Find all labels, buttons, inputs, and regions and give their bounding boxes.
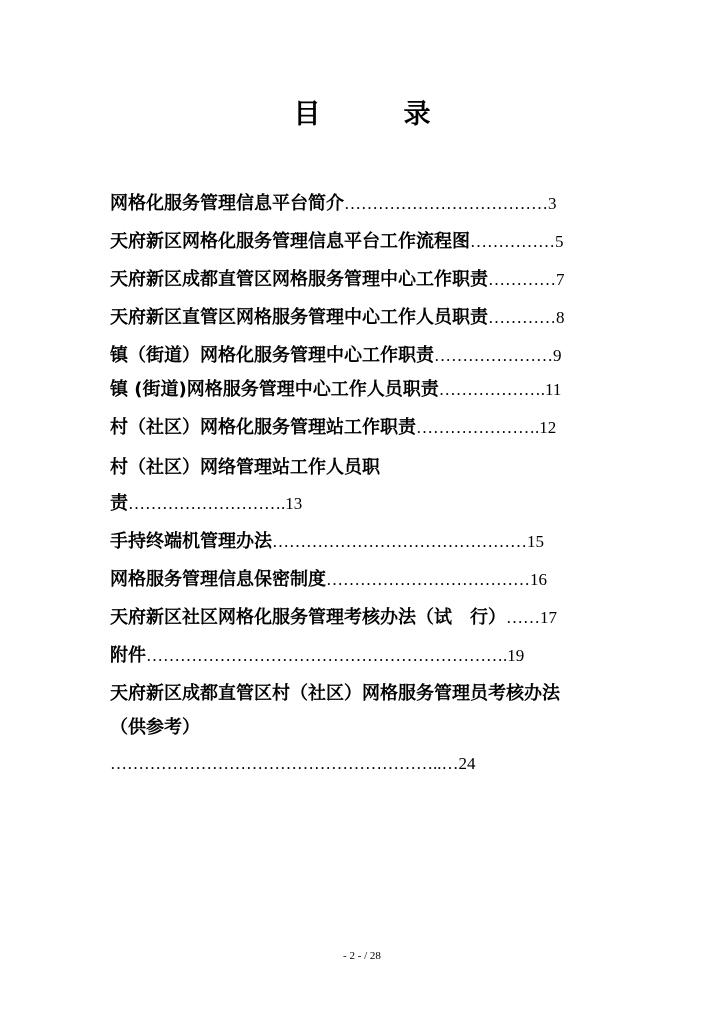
toc-entry-page-number: 24 bbox=[458, 754, 476, 773]
toc-entry-title: 天府新区网格化服务管理信息平台工作流程图 bbox=[110, 231, 470, 252]
toc-entry[interactable] bbox=[110, 568, 610, 592]
toc-entry-leader-dots: ………… bbox=[488, 308, 556, 327]
toc-entry-title: 镇（街道）网格化服务管理中心工作职责 bbox=[110, 345, 434, 366]
toc-entry-page-number: 3 bbox=[548, 194, 557, 213]
toc-entry[interactable] bbox=[110, 268, 610, 292]
toc-entry[interactable] bbox=[110, 378, 610, 402]
toc-title: 目 录 bbox=[293, 99, 459, 130]
toc-entry-leader-dots: ………………………………………………………. bbox=[146, 646, 508, 665]
toc-entry-title: 天府新区社区网格化服务管理考核办法（试 行） bbox=[110, 607, 506, 628]
toc-entry-leader-dots: …………………………………………………..… bbox=[110, 754, 459, 773]
toc-entry-page-number: 15 bbox=[527, 532, 544, 551]
toc-entry-page-number: 17 bbox=[540, 608, 557, 627]
toc-entry[interactable] bbox=[110, 230, 610, 254]
toc-entry-title: 附件 bbox=[110, 645, 146, 666]
toc-entry-leader-dots: …………………. bbox=[416, 418, 540, 437]
toc-entry-leader-dots: ……………………………… bbox=[326, 570, 530, 589]
toc-entry-title: （供参考） bbox=[110, 717, 200, 738]
toc-entry-leader-dots: …………… bbox=[470, 232, 555, 251]
toc-entry[interactable] bbox=[110, 682, 610, 706]
toc-entry[interactable] bbox=[110, 306, 610, 330]
toc-entry[interactable] bbox=[110, 456, 610, 480]
toc-entry-leader-dots: ……………………………………… bbox=[272, 532, 527, 551]
toc-entry-leader-dots: ………………… bbox=[434, 346, 553, 365]
toc-entry[interactable] bbox=[110, 192, 610, 216]
toc-entry[interactable] bbox=[110, 416, 610, 440]
toc-entry-leader-dots: ………………………. bbox=[128, 494, 286, 513]
page-number-footer: - 2 - / 28 bbox=[343, 950, 381, 962]
toc-entry[interactable] bbox=[110, 530, 610, 554]
toc-entry-title: 村（社区）网络管理站工作人员职 bbox=[110, 457, 380, 478]
toc-entry-title: 天府新区成都直管区村（社区）网格服务管理员考核办法 bbox=[110, 683, 560, 704]
toc-entry-page-number: 8 bbox=[556, 308, 565, 327]
toc-entry-page-number: 16 bbox=[530, 570, 547, 589]
toc-entry-page-number: 19 bbox=[507, 646, 525, 665]
toc-entry-title: 天府新区直管区网格服务管理中心工作人员职责 bbox=[110, 307, 488, 328]
toc-entry-title: 镇 (街道)网格服务管理中心工作人员职责 bbox=[110, 379, 439, 400]
toc-entry-page-number: 12 bbox=[539, 418, 557, 437]
toc-entry[interactable] bbox=[110, 492, 610, 516]
toc-entry-leader-dots: ………… bbox=[488, 270, 556, 289]
toc-entry-title: 村（社区）网格化服务管理站工作职责 bbox=[110, 417, 416, 438]
toc-entry-leader-dots: ………………. bbox=[438, 380, 545, 399]
toc-entry-leader-dots: …… bbox=[506, 608, 540, 627]
toc-entry-title: 天府新区成都直管区网格服务管理中心工作职责 bbox=[110, 269, 488, 290]
toc-entry-title: 责 bbox=[110, 493, 128, 514]
toc-entry-page-number: 5 bbox=[555, 232, 564, 251]
toc-entry-leader-dots: ……………………………… bbox=[344, 194, 548, 213]
toc-entry-page-number: 7 bbox=[556, 270, 565, 289]
toc-entry-page-number: 13 bbox=[285, 494, 303, 513]
toc-entry[interactable] bbox=[110, 716, 610, 740]
toc-entry-page-number: 9 bbox=[553, 346, 562, 365]
toc-entry[interactable] bbox=[110, 644, 610, 668]
toc-entry[interactable] bbox=[110, 606, 610, 630]
toc-entry-title: 手持终端机管理办法 bbox=[110, 531, 272, 552]
toc-entry[interactable] bbox=[110, 752, 610, 776]
toc-entry[interactable] bbox=[110, 344, 610, 368]
toc-entry-title: 网格化服务管理信息平台简介 bbox=[110, 193, 344, 214]
toc-entry-title: 网格服务管理信息保密制度 bbox=[110, 569, 326, 590]
toc-entry-page-number: 11 bbox=[544, 380, 562, 399]
